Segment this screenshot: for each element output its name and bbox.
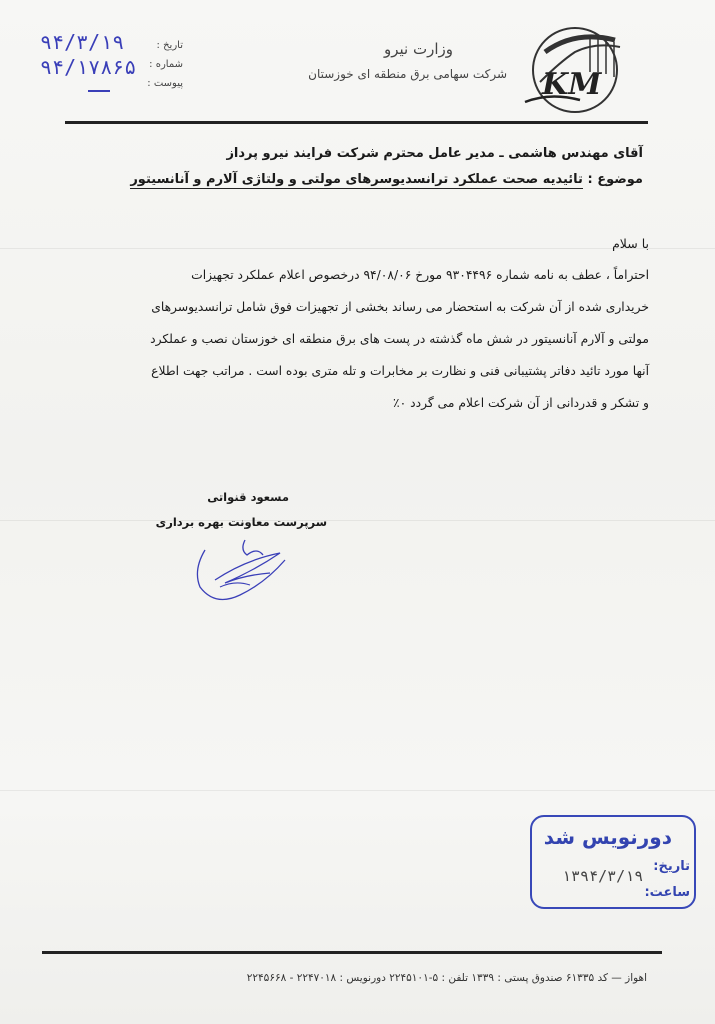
handwritten-number: ۹۴/۱۷۸۶۵ xyxy=(40,55,137,79)
attachment-label: پیوست : xyxy=(147,78,183,89)
footer-divider xyxy=(42,951,662,954)
header-divider xyxy=(65,121,648,124)
number-label: شماره : xyxy=(149,59,183,70)
subject-line xyxy=(130,172,643,187)
handwritten-date: ۹۴/۳/۱۹ xyxy=(40,30,125,54)
ministry-name: وزارت نیرو xyxy=(383,40,453,58)
stamp-time-label: ساعت: xyxy=(644,885,690,900)
svg-text:KM: KM xyxy=(542,67,602,102)
paper-fold xyxy=(0,248,715,249)
stamp-title: دورنویس شد xyxy=(543,825,672,849)
body-line: خریداری شده از آن شرکت به استحضار می رساند بخشی از تجهیزات فوق شامل ترانسدیوسرهای xyxy=(151,300,649,314)
company-name: شرکت سهامی برق منطقه ای خوزستان xyxy=(308,67,507,81)
body-line: احتراماً ، عطف به نامه شماره ۹۳۰۴۴۹۶ مورخ ۹۴/۰۸/۰۶ درخصوص اعلام عملکرد تجهیزات xyxy=(191,268,649,282)
body-line: آنها مورد تائید دفاتر پشتیبانی فنی و نظارت بر مخابرات و تله متری بوده است . مراتب جهت اطلاع xyxy=(151,364,649,378)
footer-contact: اهواز — کد ۶۱۳۳۵ صندوق پستی : ۱۳۳۹ تلفن : ۵-۲۲۴۵۱۰۱ دورنویس : ۲۲۴۷۰۱۸ - ۲۲۴۵۶۶۸ xyxy=(246,972,647,984)
signer-title: سرپرست معاونت بهره برداری xyxy=(155,515,327,529)
handwritten-dash xyxy=(88,90,110,92)
fax-stamp xyxy=(530,815,696,909)
paper-fold xyxy=(0,790,715,791)
stamp-date-label: تاریخ: xyxy=(653,859,690,874)
company-logo xyxy=(520,22,625,117)
paper-fold xyxy=(0,520,715,521)
signer-name: مسعود قنواتی xyxy=(207,490,289,504)
subject-text: تائیدیه صحت عملکرد ترانسدیوسرهای مولتی و ولتاژی آلارم و آنانسیتور xyxy=(130,172,583,187)
letter-body xyxy=(65,259,649,419)
handwritten-signature xyxy=(185,525,295,605)
body-line: مولتی و آلارم آنانسیتور در شش ماه گذشته در پست های برق منطقه ای خوزستان نصب و عملکرد xyxy=(150,332,649,346)
greeting: با سلام xyxy=(612,236,649,251)
stamp-date: ۱۳۹۴/۳/۱۹ xyxy=(562,867,644,885)
body-line: و تشکر و قدردانی از آن شرکت اعلام می گردد ٠٪ xyxy=(393,396,649,410)
date-label: تاریخ : xyxy=(156,40,183,51)
subject-label: موضوع : xyxy=(587,172,643,187)
addressee: آقای مهندس هاشمی ـ مدیر عامل محترم شرکت فرایند نیرو پرداز xyxy=(226,146,643,161)
